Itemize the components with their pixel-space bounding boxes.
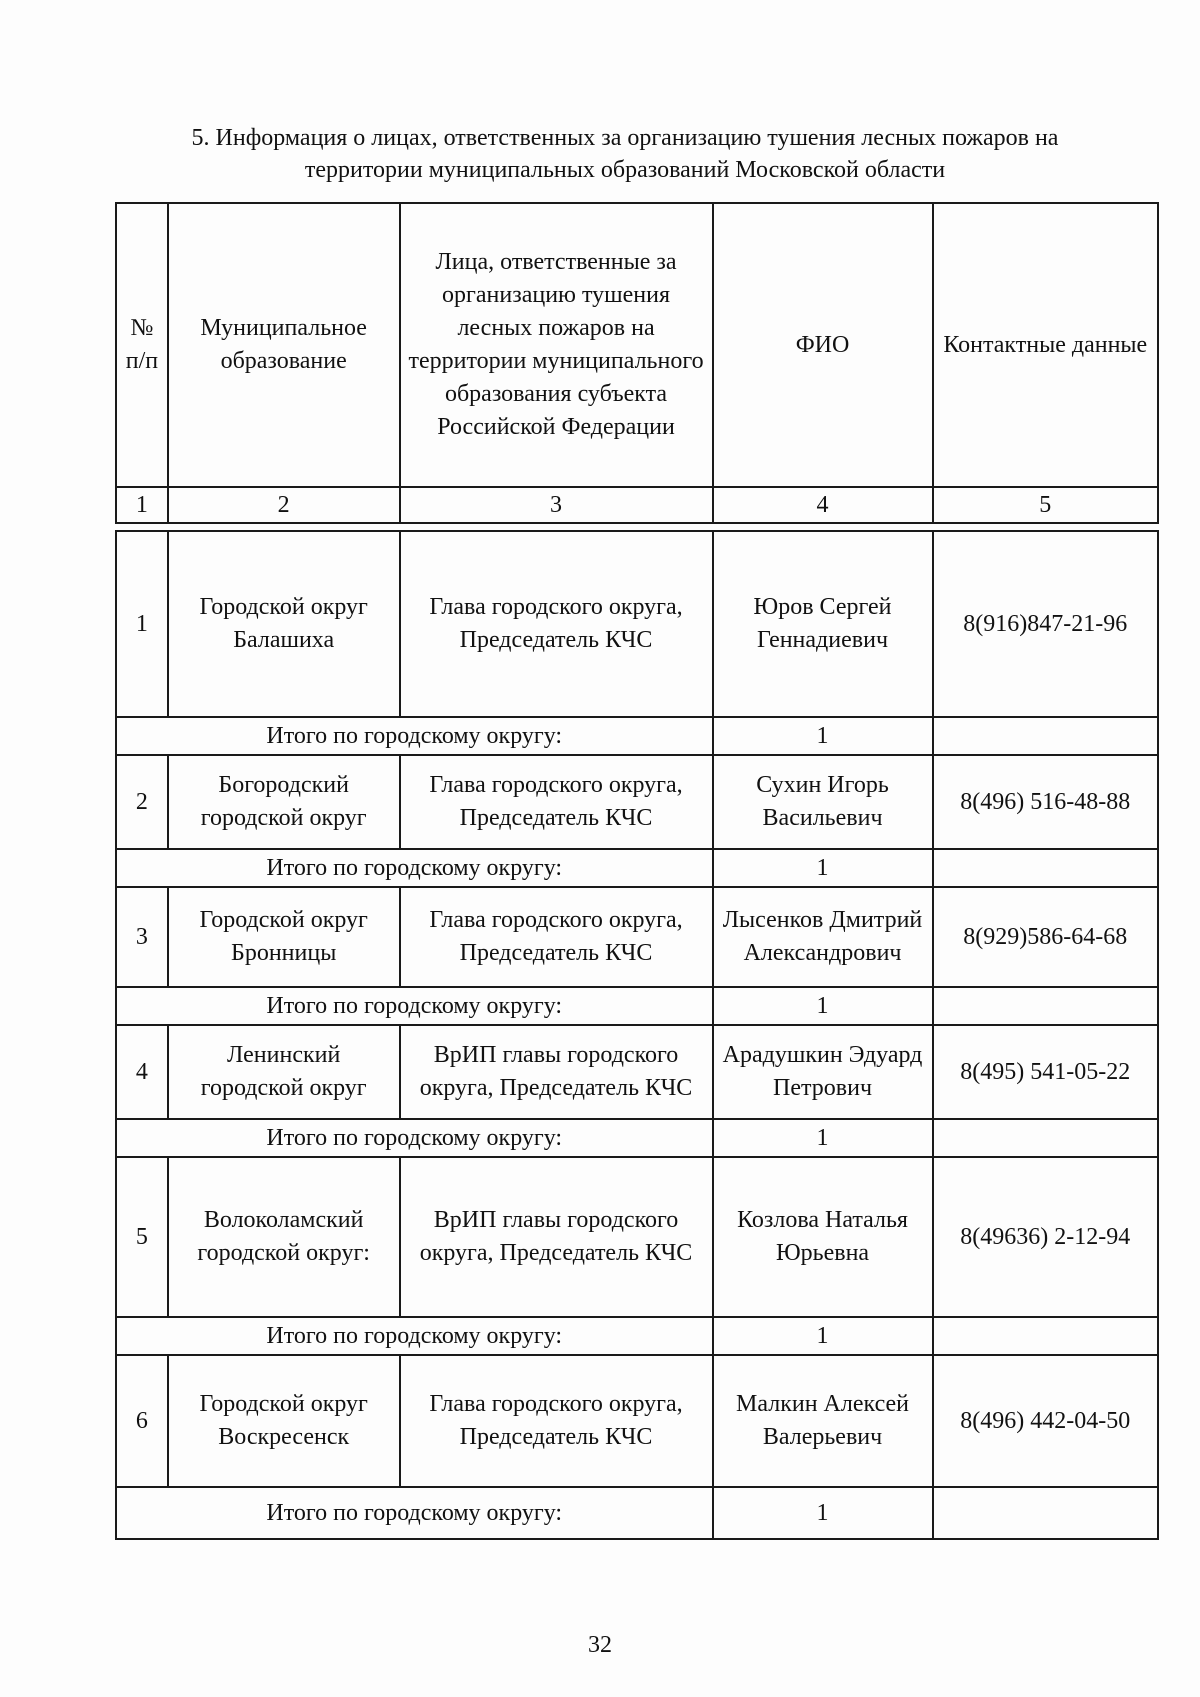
row-phone: 8(929)586-64-68 xyxy=(933,887,1158,987)
total-empty xyxy=(933,987,1158,1025)
total-value: 1 xyxy=(713,717,933,755)
title-line-1: 5. Информация о лицах, ответственных за организацию тушения лесных пожаров на xyxy=(191,125,1059,151)
table-gap xyxy=(116,523,1158,531)
total-label: Итого по городскому округу: xyxy=(116,849,713,887)
header-responsible: Лица, ответственные за организацию тушения лесных пожаров на территории муниципального образования субъекта Российской Федерации xyxy=(400,203,713,487)
page-number: 32 xyxy=(588,1632,612,1658)
total-row xyxy=(116,849,1158,887)
row-municipality: Городской округ Бронницы xyxy=(168,887,400,987)
row-phone: 8(496) 516-48-88 xyxy=(933,755,1158,849)
total-row xyxy=(116,1119,1158,1157)
row-phone: 8(496) 442-04-50 xyxy=(933,1355,1158,1487)
row-position: Глава городского округа, Председатель КЧС xyxy=(400,1355,713,1487)
column-number: 5 xyxy=(933,487,1158,523)
total-empty xyxy=(933,849,1158,887)
total-row xyxy=(116,987,1158,1025)
total-value: 1 xyxy=(713,849,933,887)
table-row xyxy=(116,755,1158,849)
table-header-row xyxy=(116,203,1158,487)
row-municipality: Городской округ Балашиха xyxy=(168,531,400,717)
document-title xyxy=(120,122,1130,186)
row-phone: 8(495) 541-05-22 xyxy=(933,1025,1158,1119)
row-phone: 8(916)847-21-96 xyxy=(933,531,1158,717)
column-number: 2 xyxy=(168,487,400,523)
table-row xyxy=(116,531,1158,717)
total-empty xyxy=(933,717,1158,755)
row-num: 1 xyxy=(116,531,168,717)
table-row xyxy=(116,887,1158,987)
total-row xyxy=(116,1487,1158,1539)
row-position: Глава городского округа, Председатель КЧС xyxy=(400,531,713,717)
total-label: Итого по городскому округу: xyxy=(116,1317,713,1355)
total-empty xyxy=(933,1119,1158,1157)
row-num: 4 xyxy=(116,1025,168,1119)
row-num: 3 xyxy=(116,887,168,987)
column-numbers-row xyxy=(116,487,1158,523)
table-row xyxy=(116,1157,1158,1317)
total-label: Итого по городскому округу: xyxy=(116,1119,713,1157)
row-phone: 8(49636) 2-12-94 xyxy=(933,1157,1158,1317)
header-fio: ФИО xyxy=(713,203,933,487)
row-num: 2 xyxy=(116,755,168,849)
row-fio: Лысенков Дмитрий Александрович xyxy=(713,887,933,987)
column-number: 3 xyxy=(400,487,713,523)
total-label: Итого по городскому округу: xyxy=(116,987,713,1025)
table-row xyxy=(116,1355,1158,1487)
total-label: Итого по городскому округу: xyxy=(116,1487,713,1539)
total-row xyxy=(116,717,1158,755)
total-value: 1 xyxy=(713,1119,933,1157)
row-position: Глава городского округа, Председатель КЧС xyxy=(400,887,713,987)
header-municipality: Муниципальное образование xyxy=(168,203,400,487)
header-num: № п/п xyxy=(116,203,168,487)
title-line-2: территории муниципальных образований Московской области xyxy=(304,157,946,183)
row-municipality: Городской округ Воскресенск xyxy=(168,1355,400,1487)
total-value: 1 xyxy=(713,987,933,1025)
row-position: Глава городского округа, Председатель КЧС xyxy=(400,755,713,849)
row-fio: Малкин Алексей Валерьевич xyxy=(713,1355,933,1487)
total-value: 1 xyxy=(713,1487,933,1539)
row-num: 5 xyxy=(116,1157,168,1317)
row-fio: Козлова Наталья Юрьевна xyxy=(713,1157,933,1317)
total-label: Итого по городскому округу: xyxy=(116,717,713,755)
row-num: 6 xyxy=(116,1355,168,1487)
row-position: ВрИП главы городского округа, Председатель КЧС xyxy=(400,1025,713,1119)
row-fio: Сухин Игорь Васильевич xyxy=(713,755,933,849)
table-row xyxy=(116,1025,1158,1119)
row-municipality: Богородский городской округ xyxy=(168,755,400,849)
column-number: 1 xyxy=(116,487,168,523)
row-municipality: Волоколамский городской округ: xyxy=(168,1157,400,1317)
responsible-persons-table xyxy=(115,202,1159,1540)
total-empty xyxy=(933,1487,1158,1539)
total-value: 1 xyxy=(713,1317,933,1355)
total-row xyxy=(116,1317,1158,1355)
total-empty xyxy=(933,1317,1158,1355)
row-fio: Арадушкин Эдуард Петрович xyxy=(713,1025,933,1119)
column-number: 4 xyxy=(713,487,933,523)
header-contacts: Контактные данные xyxy=(933,203,1158,487)
row-position: ВрИП главы городского округа, Председатель КЧС xyxy=(400,1157,713,1317)
row-fio: Юров Сергей Геннадиевич xyxy=(713,531,933,717)
row-municipality: Ленинский городской округ xyxy=(168,1025,400,1119)
